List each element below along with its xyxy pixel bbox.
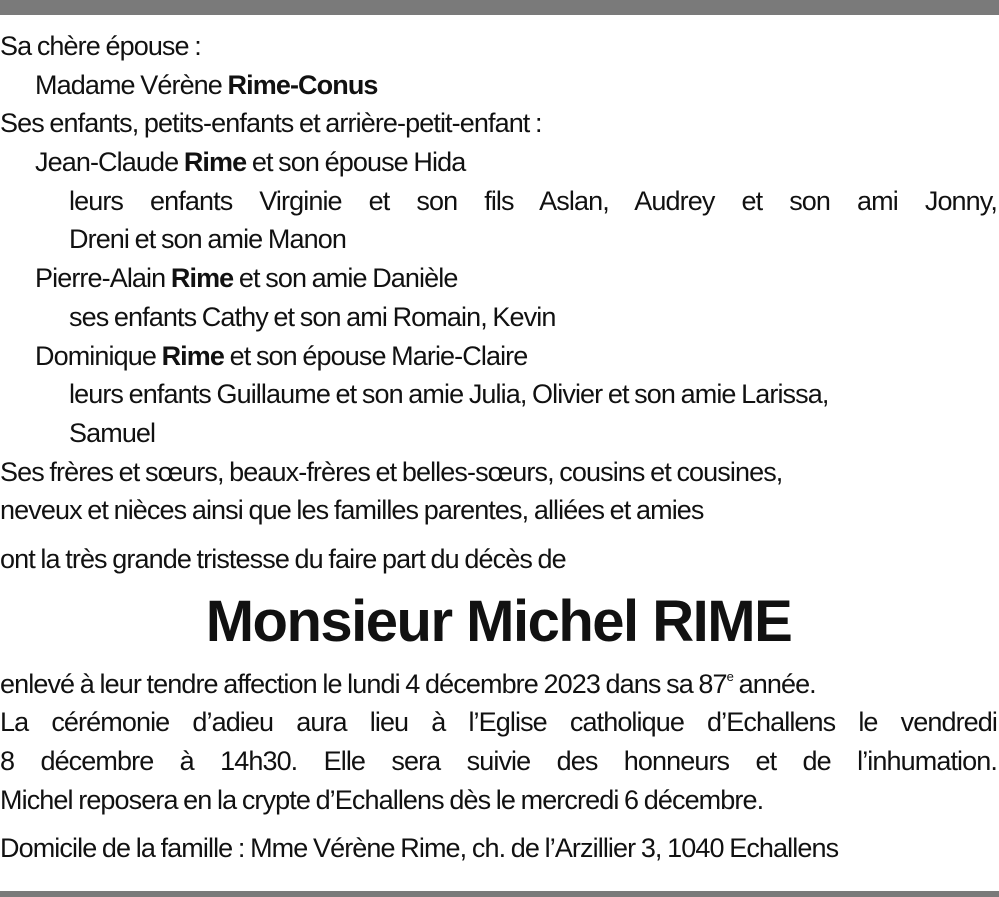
spouse-prefix: Madame Vérène <box>35 69 222 100</box>
obituary-notice <box>0 27 997 868</box>
grandchildren-line: Samuel <box>69 417 156 448</box>
child-first-name: Pierre-Alain <box>35 263 166 294</box>
family-domicile: Domicile de la famille : Mme Vérène Rime, ch. de l’Arzillier 3, 1040 Echallens <box>0 833 839 864</box>
passing-line <box>0 665 997 704</box>
child-partner: et son épouse Hida <box>251 147 466 178</box>
ceremony-line: Michel reposera en la crypte d’Echallens dès le mercredi 6 décembre. <box>0 784 764 815</box>
grandchildren-line: leurs enfants Guillaume et son amie Julia, Olivier et son amie Larissa, <box>69 379 829 410</box>
deceased-name: Monsieur Michel RIME <box>205 588 792 654</box>
children-intro: Ses enfants, petits-enfants et arrière-petit-enfant : <box>0 108 542 139</box>
child-surname: Rime <box>183 147 247 178</box>
child-entry <box>0 143 997 182</box>
top-divider <box>0 0 999 15</box>
child-partner: et son amie Danièle <box>238 263 458 294</box>
child-first-name: Jean-Claude <box>35 147 179 178</box>
ceremony-line: La cérémonie d’adieu aura lieu à l’Eglise catholique d’Echallens le vendredi <box>0 707 997 738</box>
child-first-name: Dominique <box>35 340 156 371</box>
child-partner: et son épouse Marie-Claire <box>229 340 528 371</box>
grandchildren-line: ses enfants Cathy et son ami Romain, Kevin <box>69 301 556 332</box>
ceremony-line: 8 décembre à 14h30. Elle sera suivie des honneurs et de l’inhumation. <box>0 746 997 776</box>
relatives-line: neveux et nièces ainsi que les familles parentes, alliées et amies <box>0 495 704 526</box>
ordinal-suffix: e <box>726 668 733 684</box>
child-surname: Rime <box>170 263 234 294</box>
passing-text: enlevé à leur tendre affection le lundi 4 décembre 2023 dans sa 87 <box>0 668 727 699</box>
spouse-name <box>0 66 997 105</box>
relatives-line: Ses frères et sœurs, beaux-frères et belles-sœurs, cousins et cousines, <box>0 456 783 487</box>
grandchildren-line: Dreni et son amie Manon <box>69 224 346 255</box>
child-entry <box>0 259 997 298</box>
bottom-divider <box>0 891 999 897</box>
child-surname: Rime <box>161 340 225 371</box>
announcement: ont la très grande tristesse du faire part du décès de <box>0 543 566 574</box>
passing-suffix: année. <box>733 668 816 699</box>
spouse-surname: Rime-Conus <box>227 69 378 100</box>
spouse-intro: Sa chère épouse : <box>0 31 201 61</box>
grandchildren-line: leurs enfants Virginie et son fils Aslan, Audrey et son ami Jonny, <box>69 185 997 216</box>
child-entry <box>0 337 997 376</box>
